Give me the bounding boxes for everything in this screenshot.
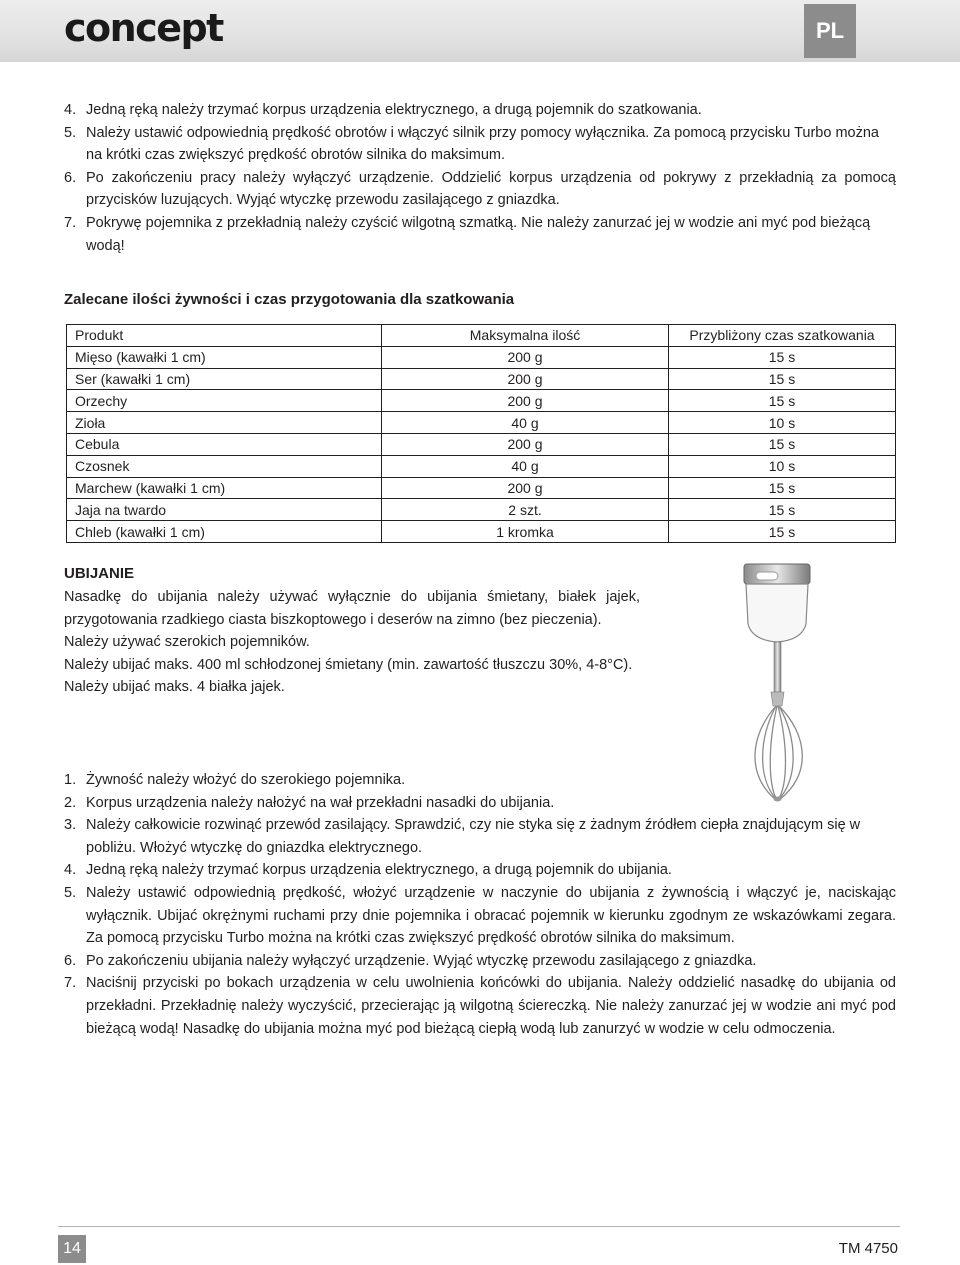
chopping-table <box>66 324 896 543</box>
table-row <box>67 455 896 477</box>
paragraph: Należy używać szerokich pojemników. <box>64 634 310 651</box>
brand-logo: concept <box>64 6 223 50</box>
list-item: 6. Po zakończeniu ubijania należy wyłączyć urządzenie. Wyjąć wtyczkę przewodu zasilającego z gniazdka. <box>64 952 757 969</box>
table-cell: Zioła <box>67 412 382 434</box>
list-item: 4. Jedną ręką należy trzymać korpus urządzenia elektrycznego, a drugą pojemnik do ubijania. <box>64 862 672 879</box>
table-cell: Czosnek <box>67 455 382 477</box>
table-cell: 40 g <box>382 455 669 477</box>
table-cell: 10 s <box>669 412 896 434</box>
table-cell: Ser (kawałki 1 cm) <box>67 368 382 390</box>
list-item: 7. Naciśnij przyciski po bokach urządzenia w celu uwolnienia końcówki do ubijania. Należy oddzielić nasadkę do ubijania od przekładni. Przekładnię należy wyczyścić, przecierając ją wilgotną ściereczką. Nie należy zanurzać jej w wodzie ani myć pod bieżącą wodą! Nasadkę do ubijania można myć pod bieżącą ciepłą wodą lub zanurzyć w wodzie w celu odmoczenia. <box>64 975 896 1037</box>
list-item: 2. Korpus urządzenia należy nałożyć na wał przekładni nasadki do ubijania. <box>64 794 555 811</box>
table-row <box>67 499 896 521</box>
table-row <box>67 390 896 412</box>
table-row <box>67 368 896 390</box>
table-cell: Orzechy <box>67 390 382 412</box>
list-item: 5. Należy ustawić odpowiednią prędkość obrotów i włączyć silnik przy pomocy wyłącznika. Za pomocą przycisku Turbo można na krótki czas zwiększyć prędkość obrotów silnika do maksimum. <box>64 124 879 164</box>
steps-top-list <box>64 99 896 257</box>
table-cell: 200 g <box>382 346 669 368</box>
table-cell: Chleb (kawałki 1 cm) <box>67 521 382 543</box>
table-cell: 15 s <box>669 499 896 521</box>
paragraph: Należy ubijać maks. 400 ml schłodzonej śmietany (min. zawartość tłuszczu 30%, 4-8°C). <box>64 656 633 673</box>
whisk-intro <box>64 586 640 699</box>
table-cell: 10 s <box>669 455 896 477</box>
table-cell: 40 g <box>382 412 669 434</box>
table-header-row <box>67 325 896 347</box>
table-row <box>67 346 896 368</box>
table-cell: 200 g <box>382 368 669 390</box>
list-item: 3. Należy całkowicie rozwinąć przewód zasilający. Sprawdzić, czy nie styka się z żadnym źródłem ciepła znajdującym się w pobliżu. Włożyć wtyczkę do gniazdka elektrycznego. <box>64 817 861 856</box>
list-item: 1. Żywność należy włożyć do szerokiego pojemnika. <box>64 772 406 788</box>
table-cell: 15 s <box>669 433 896 455</box>
table-cell: 15 s <box>669 368 896 390</box>
footer-divider <box>58 1226 900 1227</box>
table-row <box>67 477 896 499</box>
table-row <box>67 521 896 543</box>
header-band <box>0 0 960 62</box>
table-cell: Jaja na twardo <box>67 499 382 521</box>
list-item: 4. Jedną ręką należy trzymać korpus urządzenia elektrycznego, a drugą pojemnik do szatkowania. <box>64 102 702 118</box>
language-badge: PL <box>804 4 856 58</box>
list-item: 5. Należy ustawić odpowiednią prędkość, włożyć urządzenie w naczynie do ubijania z żywnością i włączyć je, naciskając wyłącznik. Ubijać okrężnymi ruchami przy dnie pojemnika i obracać pojemnik w kierunku zgodnym ze wskazówkami zegara. Za pomocą przycisku Turbo można na krótki czas zwiększyć prędkość obrotów silnika do maksimum. <box>64 884 896 947</box>
table-cell: 200 g <box>382 477 669 499</box>
table-row <box>67 412 896 434</box>
paragraph: Należy ubijać maks. 4 białka jajek. <box>64 679 285 696</box>
table-cell: 200 g <box>382 433 669 455</box>
paragraph: Nasadkę do ubijania należy używać wyłącznie do ubijania śmietany, białek jajek, przygotowania rzadkiego ciasta biszkoptowego i deserów na zimno (bez pieczenia). <box>64 589 640 628</box>
table-cell: Cebula <box>67 433 382 455</box>
table-cell: Mięso (kawałki 1 cm) <box>67 346 382 368</box>
list-item: 7. Pokrywę pojemnika z przekładnią należy czyścić wilgotną szmatką. Nie należy zanurzać jej w wodzie ani myć pod bieżącą wodą! <box>64 214 871 254</box>
table-cell: 15 s <box>669 521 896 543</box>
column-header: Produkt <box>67 325 382 347</box>
table-cell: 200 g <box>382 390 669 412</box>
column-header: Przybliżony czas szatkowania <box>669 325 896 347</box>
model-number: TM 4750 <box>838 1240 898 1257</box>
whisk-steps-list <box>64 769 896 1040</box>
section-title-whisk: UBIJANIE <box>64 565 135 582</box>
table-row <box>67 433 896 455</box>
table-cell: 15 s <box>669 477 896 499</box>
table-title: Zalecane ilości żywności i czas przygotowania dla szatkowania <box>64 291 515 308</box>
list-item: 6. Po zakończeniu pracy należy wyłączyć urządzenie. Oddzielić korpus urządzenia od pokrywy z przekładnią za pomocą przycisków luzujących. Wyjąć wtyczkę przewodu zasilającego z gniazdka. <box>64 169 896 209</box>
page-number: 14 <box>58 1235 86 1263</box>
column-header: Maksymalna ilość <box>382 325 669 347</box>
table-cell: 15 s <box>669 390 896 412</box>
table-cell: 2 szt. <box>382 499 669 521</box>
table-cell: 1 kromka <box>382 521 669 543</box>
table-cell: Marchew (kawałki 1 cm) <box>67 477 382 499</box>
table-cell: 15 s <box>669 346 896 368</box>
